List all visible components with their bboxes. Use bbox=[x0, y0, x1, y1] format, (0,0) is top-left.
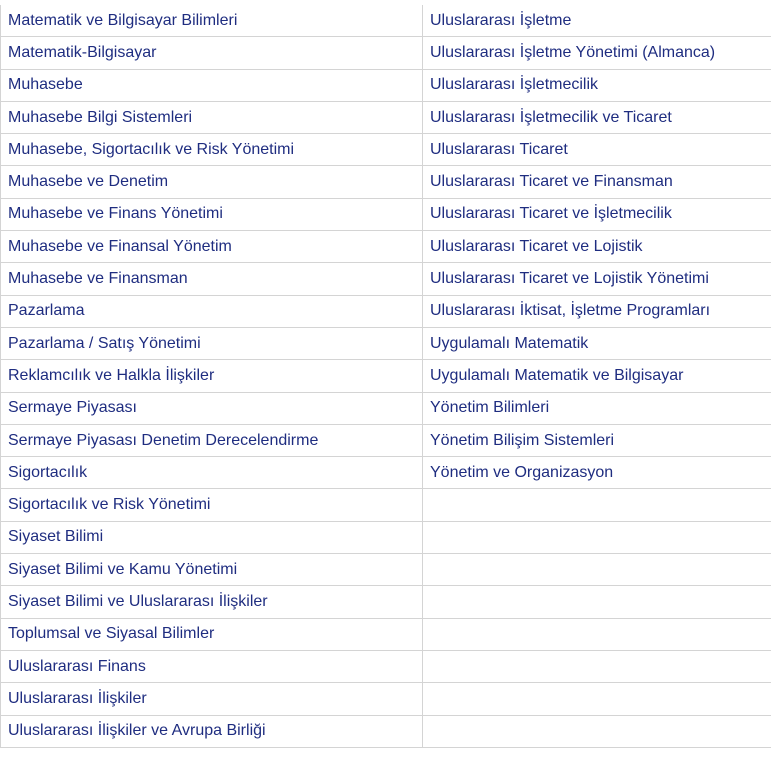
program-cell-left: Reklamcılık ve Halkla İlişkiler bbox=[1, 360, 423, 392]
program-cell-left: Sermaye Piyasası Denetim Derecelendirme bbox=[1, 424, 423, 456]
table-row bbox=[1, 586, 771, 618]
program-cell-right: Uluslararası Ticaret ve Lojistik bbox=[423, 231, 771, 263]
table-row bbox=[1, 101, 771, 133]
table-row bbox=[1, 134, 771, 166]
table-row bbox=[1, 327, 771, 359]
program-cell-left: Siyaset Bilimi bbox=[1, 521, 423, 553]
program-cell-left: Muhasebe ve Denetim bbox=[1, 166, 423, 198]
program-cell-left: Muhasebe Bilgi Sistemleri bbox=[1, 101, 423, 133]
table-row bbox=[1, 360, 771, 392]
program-table bbox=[0, 5, 771, 748]
table-row bbox=[1, 198, 771, 230]
program-cell-left: Pazarlama / Satış Yönetimi bbox=[1, 327, 423, 359]
program-cell-left: Siyaset Bilimi ve Uluslararası İlişkiler bbox=[1, 586, 423, 618]
table-row bbox=[1, 683, 771, 715]
table-row bbox=[1, 69, 771, 101]
table-row bbox=[1, 715, 771, 747]
table-row bbox=[1, 618, 771, 650]
program-cell-left: Uluslararası Finans bbox=[1, 650, 423, 682]
table-row bbox=[1, 295, 771, 327]
program-cell-left: Sigortacılık ve Risk Yönetimi bbox=[1, 489, 423, 521]
program-cell-right: Uluslararası İşletmecilik ve Ticaret bbox=[423, 101, 771, 133]
table-row bbox=[1, 5, 771, 37]
program-cell-left: Sigortacılık bbox=[1, 457, 423, 489]
program-cell-right bbox=[423, 715, 771, 747]
program-cell-right: Uluslararası Ticaret bbox=[423, 134, 771, 166]
table-row bbox=[1, 489, 771, 521]
table-row bbox=[1, 650, 771, 682]
program-cell-left: Matematik ve Bilgisayar Bilimleri bbox=[1, 5, 423, 37]
program-cell-right: Uluslararası Ticaret ve İşletmecilik bbox=[423, 198, 771, 230]
program-cell-left: Uluslararası İlişkiler bbox=[1, 683, 423, 715]
table-row bbox=[1, 263, 771, 295]
program-cell-left: Sermaye Piyasası bbox=[1, 392, 423, 424]
program-table-body bbox=[1, 5, 771, 747]
program-list-sheet bbox=[0, 5, 771, 748]
program-cell-left: Matematik-Bilgisayar bbox=[1, 37, 423, 69]
table-row bbox=[1, 37, 771, 69]
program-cell-right bbox=[423, 683, 771, 715]
program-cell-left: Siyaset Bilimi ve Kamu Yönetimi bbox=[1, 554, 423, 586]
program-cell-right: Uluslararası Ticaret ve Finansman bbox=[423, 166, 771, 198]
program-cell-right: Uluslararası İktisat, İşletme Programları bbox=[423, 295, 771, 327]
table-row bbox=[1, 554, 771, 586]
program-cell-right bbox=[423, 586, 771, 618]
program-cell-right: Yönetim Bilimleri bbox=[423, 392, 771, 424]
program-cell-right bbox=[423, 521, 771, 553]
program-cell-right: Uluslararası İşletme bbox=[423, 5, 771, 37]
table-row bbox=[1, 166, 771, 198]
table-row bbox=[1, 392, 771, 424]
program-cell-left: Muhasebe ve Finansal Yönetim bbox=[1, 231, 423, 263]
program-cell-right: Uygulamalı Matematik ve Bilgisayar bbox=[423, 360, 771, 392]
table-row bbox=[1, 424, 771, 456]
program-cell-right: Yönetim ve Organizasyon bbox=[423, 457, 771, 489]
program-cell-right: Uluslararası İşletme Yönetimi (Almanca) bbox=[423, 37, 771, 69]
program-cell-left: Muhasebe, Sigortacılık ve Risk Yönetimi bbox=[1, 134, 423, 166]
program-cell-left: Muhasebe ve Finans Yönetimi bbox=[1, 198, 423, 230]
program-cell-left: Toplumsal ve Siyasal Bilimler bbox=[1, 618, 423, 650]
program-cell-right: Uluslararası Ticaret ve Lojistik Yönetimi bbox=[423, 263, 771, 295]
table-row bbox=[1, 521, 771, 553]
program-cell-left: Pazarlama bbox=[1, 295, 423, 327]
program-cell-right bbox=[423, 618, 771, 650]
program-cell-right bbox=[423, 554, 771, 586]
program-cell-right: Yönetim Bilişim Sistemleri bbox=[423, 424, 771, 456]
table-row bbox=[1, 457, 771, 489]
program-cell-right bbox=[423, 650, 771, 682]
table-row bbox=[1, 231, 771, 263]
program-cell-right: Uygulamalı Matematik bbox=[423, 327, 771, 359]
program-cell-left: Muhasebe bbox=[1, 69, 423, 101]
program-cell-right: Uluslararası İşletmecilik bbox=[423, 69, 771, 101]
program-cell-left: Muhasebe ve Finansman bbox=[1, 263, 423, 295]
program-cell-left: Uluslararası İlişkiler ve Avrupa Birliği bbox=[1, 715, 423, 747]
program-cell-right bbox=[423, 489, 771, 521]
